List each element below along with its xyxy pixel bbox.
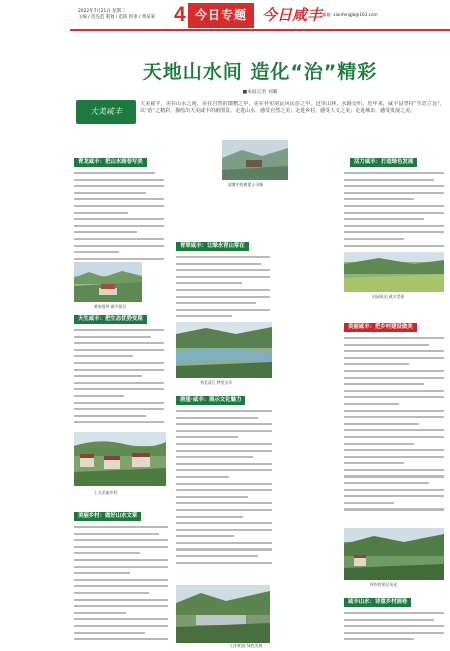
section-5-text — [344, 337, 444, 527]
caption-1: 黄家湾坪 新兴景区 — [94, 304, 127, 309]
section-tag-8: 活力咸丰：打造绿色发展 — [350, 158, 417, 167]
caption-4: 上关美丽乡村 — [94, 490, 118, 495]
caption-3: 晨雾中的唐崖土司城 — [228, 182, 264, 187]
intro-paragraph: 大美咸丰，美在山水之间，美在自然的馈赠之中，美在朴实的民风民俗之中。这里山林、水路交织，近年来，咸丰县坚持“生态立县”，以“治”之精彩，描绘出大美咸丰的新图景。走进山水，感受自然之美；走进乡村，感受人文之美；走进城市，感受发展之美。 — [140, 101, 445, 114]
intro-badge — [76, 100, 136, 124]
section-tag-4: 唐崖·咸丰：展示文化魅力 — [176, 396, 245, 405]
section-tag-6: 美丽乡村：做好山水文章 — [74, 512, 141, 521]
section-4-text — [176, 410, 272, 580]
photo-tianyuan — [344, 252, 444, 292]
page-number: 4 — [174, 3, 186, 26]
caption-5: 山水相连 绿色发展 — [230, 643, 263, 648]
section-band: 今日专题 — [188, 3, 254, 28]
photo-qingjiang — [176, 322, 272, 378]
intro-badge-label: 大美咸丰 — [90, 107, 122, 116]
section-tag-3: 青翠咸丰：让绿水青山常在 — [176, 242, 249, 251]
section-2-text — [74, 329, 164, 429]
caption-6: 田园风光 咸丰美景 — [372, 294, 405, 299]
section-tag-7: 咸丰山水：诗意乡村画卷 — [344, 598, 411, 607]
page-title: 天地山水间 造化“治”精彩 — [142, 61, 378, 83]
photo-tangya — [222, 140, 288, 180]
photo-jiangjiawanping — [74, 262, 142, 302]
contact-email: 邮箱: xianfengjb@163.com — [322, 12, 378, 17]
photo-shanshui — [176, 585, 270, 643]
issue-date: 2022年7月21日 星期二 — [78, 9, 126, 14]
caption-7: 坪坝营景区风光 — [370, 582, 398, 587]
newspaper-logo: 今日咸丰 — [262, 6, 323, 24]
photo-pingbaying — [344, 528, 444, 580]
masthead-rule — [70, 29, 450, 31]
section-6-text — [74, 526, 168, 646]
masthead-meta — [78, 9, 178, 21]
photo-shangguan — [74, 432, 166, 486]
editor-credits: 主编 / 范先范 策划 / 范防 校审 / 黄某某 — [78, 15, 156, 21]
section-8-text — [344, 172, 444, 252]
section-tag-5: 美丽咸丰：把乡村建设做美 — [344, 323, 417, 332]
section-tag-1: 青龙咸丰：把山水画卷写美 — [74, 158, 147, 167]
section-tag-2: 天生咸丰：把生态优势变现 — [74, 315, 147, 324]
caption-2: 秀美清江 梦里水乡 — [200, 380, 233, 385]
section-7-text — [344, 612, 444, 648]
section-3-text — [176, 256, 270, 322]
byline: ■本报记者 刘璐 — [242, 90, 278, 95]
section-1-text — [74, 172, 164, 262]
